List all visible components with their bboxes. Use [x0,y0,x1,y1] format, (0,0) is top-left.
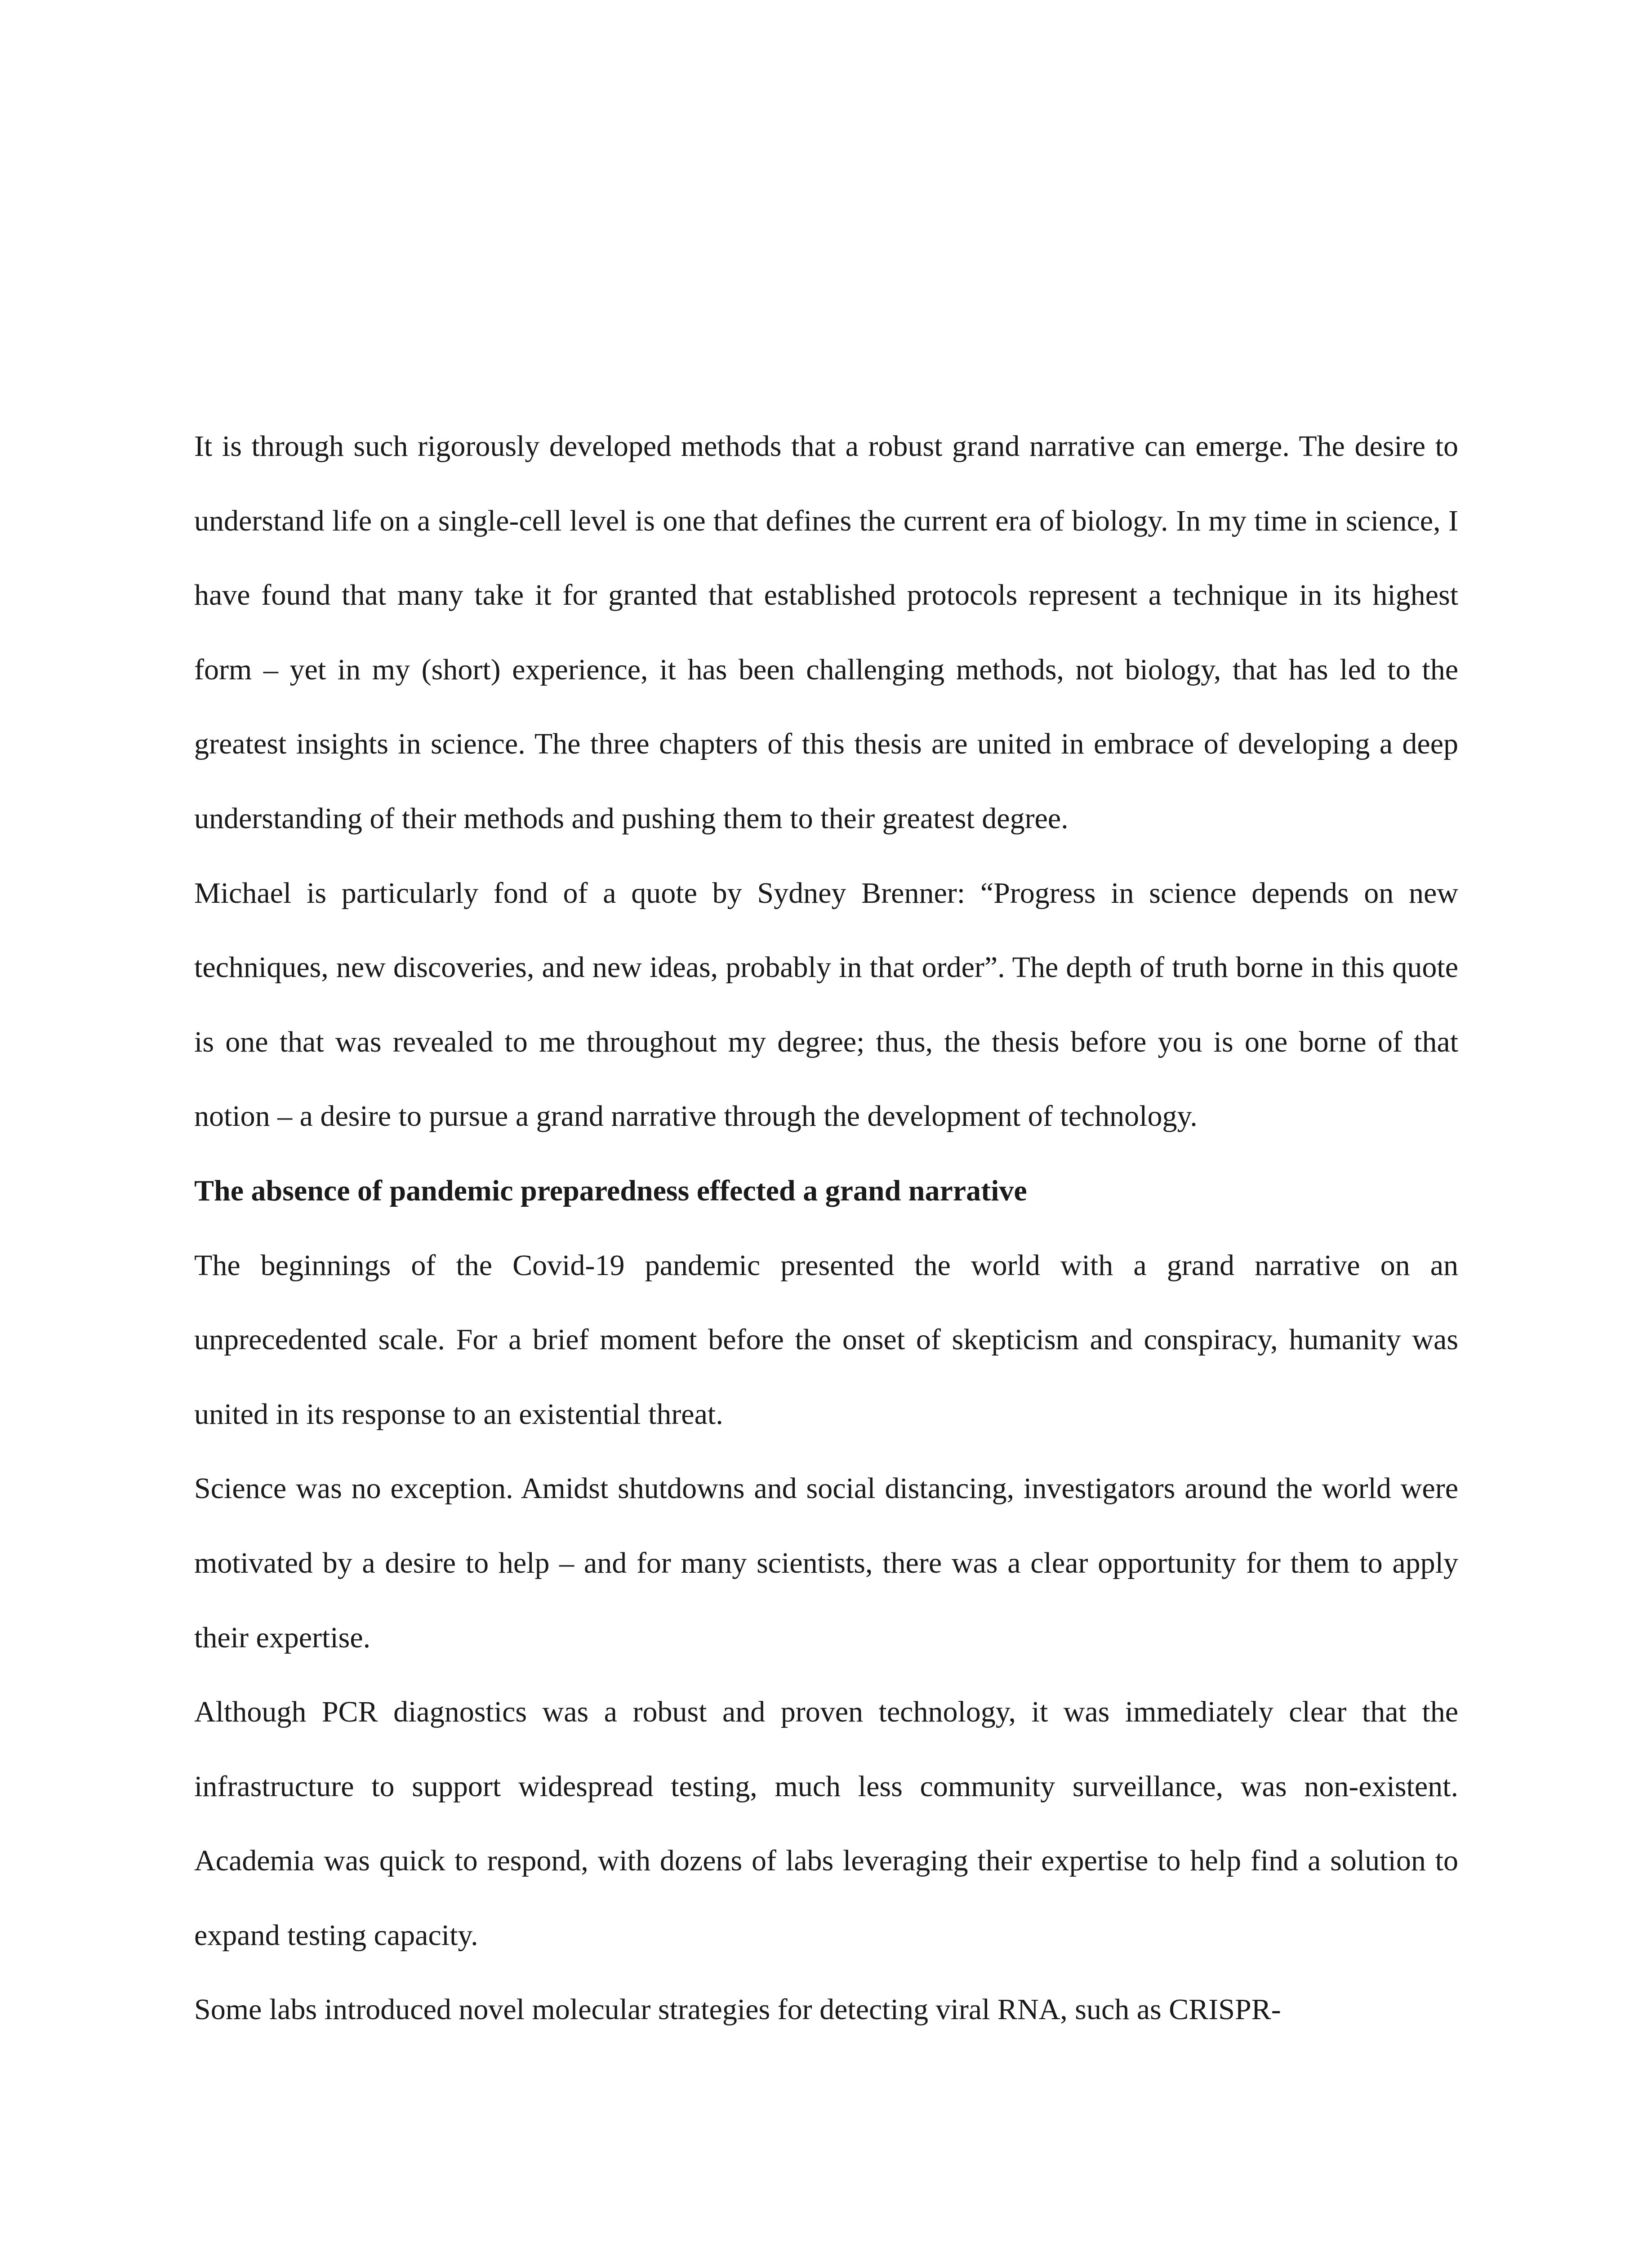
paragraph-brenner-quote: Michael is particularly fond of a quote by Sydney Brenner: “Progress in science depends on new techniques, new discoveries, and new ideas, probably in that order”. The depth of truth borne in this quote is one that was revealed to me throughout my degree; thus, the thesis before you is one borne of that notion – a desire to pursue a grand narrative through the development of technology. [194,876,1458,1133]
paragraph-science-no-exception: Science was no exception. Amidst shutdowns and social distancing, investigators around the world were motivated by a desire to help – and for many scientists, there was a clear opportunity for them to apply their expertise. [194,1472,1458,1654]
paragraph-pcr-diagnostics: Although PCR diagnostics was a robust and proven technology, it was immediately clear that the infrastructure to support widespread testing, much less community surveillance, was non-existent. Academia was quick to respond, with dozens of labs leveraging their expertise to help find a solution to expand testing capacity. [194,1695,1458,1952]
paragraph-covid-beginnings: The beginnings of the Covid-19 pandemic presented the world with a grand narrative on an unprecedented scale. For a brief moment before the onset of skepticism and conspiracy, humanity was united in its response to an existential threat. [194,1249,1458,1431]
paragraph-methods-grand-narrative: It is through such rigorously developed methods that a robust grand narrative can emerge. The desire to understand life on a single-cell level is one that defines the current era of biology. In my time in science, I have found that many take it for granted that established protocols represent a technique in its highest form – yet in my (short) experience, it has been challenging methods, not biology, that has led to the greatest insights in science. The three chapters of this thesis are united in embrace of developing a deep understanding of their methods and pushing them to their greatest degree. [194,430,1458,835]
paragraph-novel-strategies: Some labs introduced novel molecular strategies for detecting viral RNA, such as CRISPR- [194,1993,1281,2026]
section-heading: The absence of pandemic preparedness effected a grand narrative [194,1174,1027,1207]
body-text [194,409,1458,2047]
